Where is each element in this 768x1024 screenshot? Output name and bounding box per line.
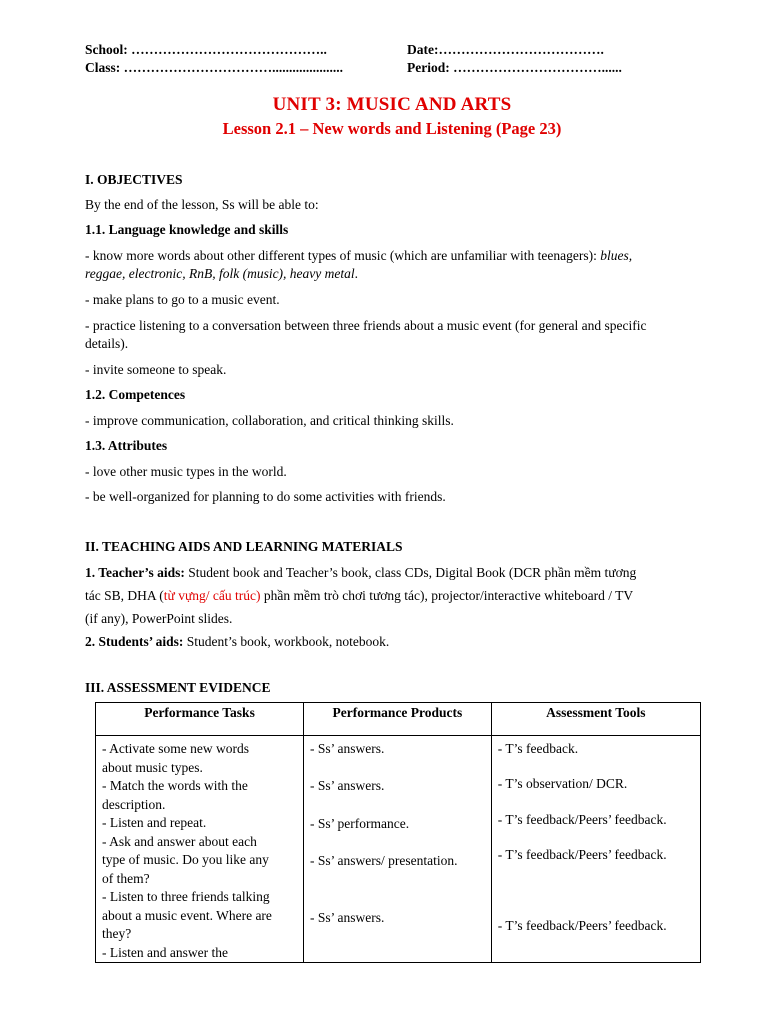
assessment-table: [95, 702, 701, 963]
task-line: - Listen to three friends talking: [102, 889, 270, 904]
date-field: Date:……………………………….: [407, 42, 604, 57]
competences-heading: 1.2. Competences: [85, 387, 186, 402]
products-cell: [304, 736, 492, 963]
tool-item: - T’s feedback/Peers’ feedback.: [497, 812, 667, 827]
objective-item-period: .: [354, 266, 359, 281]
objectives-heading: I. OBJECTIVES: [85, 172, 183, 187]
teacher-aids-red-text: từ vựng/ cấu trúc): [163, 588, 261, 603]
assessment-heading: III. ASSESSMENT EVIDENCE: [85, 680, 271, 695]
product-item: - Ss’ answers.: [310, 910, 385, 925]
music-types-italic-cont: reggae, electronic, RnB, folk (music), heavy metal: [85, 266, 355, 281]
tool-item: - T’s observation/ DCR.: [497, 776, 628, 791]
unit-title: UNIT 3: MUSIC AND ARTS: [272, 94, 512, 115]
objective-item-plans: - make plans to go to a music event.: [85, 292, 280, 307]
tasks-cell: [96, 736, 304, 963]
objectives-intro: By the end of the lesson, Ss will be able to:: [85, 197, 319, 212]
column-header-products: Performance Products: [304, 703, 492, 736]
teacher-aids-text: Student book and Teacher’s book, class CDs, Digital Book (DCR phần mềm tương: [184, 565, 637, 580]
language-knowledge-heading: 1.1. Language knowledge and skills: [85, 222, 289, 237]
school-field: School: ……………………………………..: [85, 42, 327, 57]
teacher-aids-line-2: [85, 587, 710, 605]
task-line: - Listen and answer the: [102, 944, 228, 960]
attributes-heading: 1.3. Attributes: [85, 438, 168, 453]
teacher-aids-text-2a: tác SB, DHA (: [85, 588, 164, 603]
teacher-aids-label: 1. Teacher’s aids:: [85, 565, 185, 580]
music-types-italic: blues,: [600, 248, 633, 263]
task-line: of them?: [102, 870, 150, 886]
column-header-tools: Assessment Tools: [491, 703, 700, 736]
task-line: they?: [102, 926, 132, 941]
product-item: - Ss’ answers/ presentation.: [310, 853, 458, 868]
objective-item-music-words-cont: [85, 265, 710, 283]
attribute-item-organized: - be well-organized for planning to do some activities with friends.: [85, 489, 446, 504]
table-row: [96, 736, 701, 963]
task-line: about music types.: [102, 759, 203, 775]
product-item: - Ss’ performance.: [310, 816, 410, 831]
task-line: description.: [102, 796, 166, 812]
objective-item-text: - know more words about other different types of music (which are unfamiliar with teenagers):: [85, 248, 601, 263]
lesson-title: Lesson 2.1 – New words and Listening (Page 23): [222, 119, 562, 138]
attribute-item-love-music: - love other music types in the world.: [85, 464, 287, 479]
class-field: Class: …………………………….....................: [85, 60, 344, 75]
task-line: - Activate some new words: [102, 741, 249, 756]
task-line: - Listen and repeat.: [102, 815, 207, 830]
tool-item: - T’s feedback.: [497, 741, 579, 756]
tool-item: - T’s feedback/Peers’ feedback.: [497, 918, 667, 933]
task-line: about a music event. Where are: [102, 907, 272, 923]
task-line: - Match the words with the: [102, 778, 248, 793]
teacher-aids-text-2c: phần mềm trò chơi tương tác), projector/interactive whiteboard / TV: [260, 588, 634, 603]
task-line: type of music. Do you like any: [102, 852, 269, 867]
students-aids-line: [85, 633, 710, 651]
task-line: - Ask and answer about each: [102, 833, 257, 849]
tools-cell: [491, 736, 700, 963]
objective-item-invite: - invite someone to speak.: [85, 362, 227, 377]
objective-item-listening: - practice listening to a conversation between three friends about a music event (for general and specific: [85, 318, 647, 333]
column-header-tasks: Performance Tasks: [96, 703, 304, 736]
students-aids-text: Student’s book, workbook, notebook.: [183, 634, 390, 649]
teaching-aids-heading: II. TEACHING AIDS AND LEARNING MATERIALS: [85, 539, 403, 554]
objective-item-listening-cont: details).: [85, 336, 129, 351]
product-item: - Ss’ answers.: [310, 778, 385, 793]
teacher-aids-line: [85, 564, 710, 582]
period-field: Period: ……………………………......: [407, 60, 622, 75]
product-item: - Ss’ answers.: [310, 741, 385, 756]
teacher-aids-line-3: (if any), PowerPoint slides.: [85, 611, 233, 626]
competence-item: - improve communication, collaboration, and critical thinking skills.: [85, 413, 454, 428]
students-aids-label: 2. Students’ aids:: [85, 634, 184, 649]
table-header-row: [96, 703, 701, 736]
tool-item: - T’s feedback/Peers’ feedback.: [497, 847, 667, 862]
objective-item-music-words: [85, 247, 710, 265]
